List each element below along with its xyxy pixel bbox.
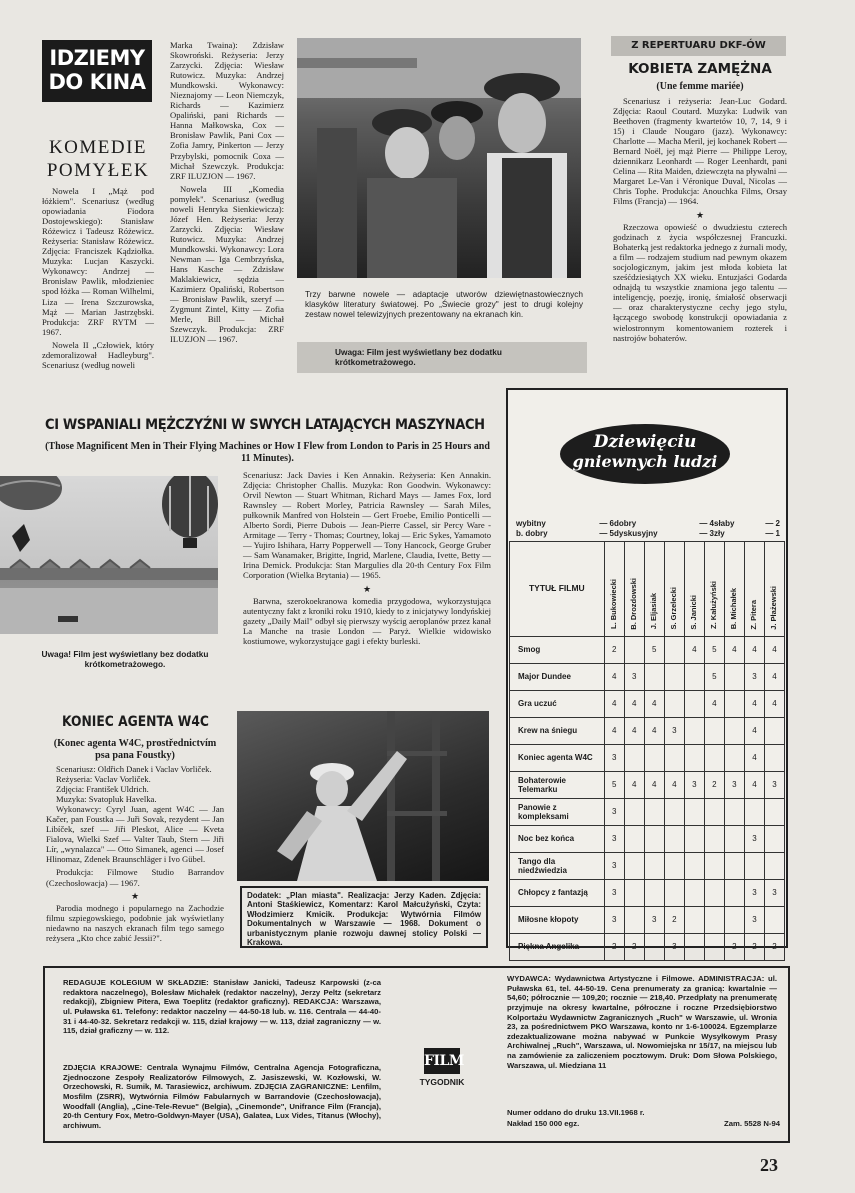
score-cell [684, 745, 704, 772]
komedie-nowela-2-cont: Marka Twaina): Zdzisław Skowroński. Reżyseria: Jerzy Zarzycki. Zdjęcia: Wiesław Rutowicz. Muzyka: Andrzej Mundkowski. Wykonawcy: Nieznajomy — Leon Niemczyk, Richards — Kazimierz Opaliński, pani Richards — Hanna Małkowska, Cox — Bronisław Pawlik, Pani Cox — Zofia Jamry, Pinkerton — Jerzy Przybylski, pomocnik Coxa — Michał Szewczyk. Produkcja: ZRF ILUZJON — 1967. [170, 40, 284, 181]
wspaniali-credits-text: Scenariusz: Jack Davies i Ken Annakin. Reżyseria: Ken Annakin. Zdjęcia: Christopher Challis. Muzyka: Ron Goodwin. Wykonawcy: Orvil Newton — Stuart Whitman, Richard Mays — James Fox, lord Rawnsley — Robert Morley, Patricia Rawnsley — Sarah Miles, pułkownik Manfred von Holstein — Gert Froebe, Emilio Ponticelli — Alberto Sordi, Pierre Dubois — Jean-Pierre Cassel, sir Percy Ware - Armitage — Terry - Thomas; Courtney, lokaj — Eric Sykes, Yamamoto — Yujiro Ishihara, Harry Popperwell — Tony Hancock, George Gruber — Sam Wanamaker, Brigitte, Ingrid, Marlene, Claudia, Ivette, Betty — Irina Demick. Produkcja: Stan Margulies dla 20-th Century Fox Film Corporation (Wielka Brytania) — 1965. [243, 470, 491, 581]
score-cell: 4 [684, 637, 704, 664]
score-cell: 4 [644, 718, 664, 745]
score-cell: 3 [744, 826, 764, 853]
score-cell: 4 [724, 637, 744, 664]
komedie-nowela-1: Nowela I „Mąż pod łóżkiem". Scenariusz (według opowiadania Fiodora Dostojewskiego): Stanisław Różewicz i Tadeusz Różewicz. Reżyseria: Stanisław Różewicz. Zdjęcia: Franciszek Kądziołka. Muzyka: Lucjan Kaszycki. Wykonawcy: Andrzej — Bronisław Pawlik, młodzieniec spod łóżka — Roman Wilhelmi, Liza — Irena Szczurowska, Mąż — Marian Jastrzębski. Produkcja: ZRF RYTM — 1967. [42, 186, 154, 337]
film-title-cell: Bohaterowie Telemarku [510, 772, 605, 799]
komedie-column-1 [42, 186, 154, 373]
critic-name: J. Eljasiak [648, 593, 658, 630]
koniec-text: Parodia modnego i popularnego na Zachodzie filmu szpiegowskiego, podobnie jak wyświetlany niedawno na naszych ekranach film tego samego reżysera „Kto chce zabić Jessii?". [46, 903, 224, 944]
score-cell [644, 880, 664, 907]
score-cell: 3 [764, 772, 784, 799]
legend-cell: słaby [714, 519, 735, 528]
table-row [510, 853, 785, 880]
kobieta-star: ★ [695, 209, 705, 220]
score-cell [704, 907, 724, 934]
film-title-cell: Koniec agenta W4C [510, 745, 605, 772]
critic-name: J. Płażewski [769, 585, 779, 630]
ratings-logo [560, 424, 730, 484]
koniec-photo [237, 711, 489, 881]
score-cell: 4 [744, 772, 764, 799]
score-cell [624, 907, 644, 934]
score-cell: 3 [604, 799, 624, 826]
score-cell [704, 853, 724, 880]
wspaniali-note: Uwaga! Film jest wyświetlany bez dodatku krótkometrażowego. [41, 649, 209, 669]
score-cell [664, 826, 684, 853]
score-cell: 5 [704, 664, 724, 691]
score-cell [724, 799, 744, 826]
score-cell [764, 826, 784, 853]
score-cell: 4 [664, 772, 684, 799]
table-row [510, 799, 785, 826]
score-cell [664, 853, 684, 880]
legend-cell: dyskusyjny [614, 529, 658, 538]
koniec-credits [46, 764, 224, 946]
score-cell [724, 853, 744, 880]
ratings-header-row [510, 542, 785, 637]
score-cell [684, 907, 704, 934]
film-logo-sub: TYGODNIK [419, 1077, 465, 1087]
score-cell [664, 691, 684, 718]
score-cell: 3 [604, 880, 624, 907]
legend-cell: — 4 [699, 519, 714, 528]
table-row [510, 718, 785, 745]
ratings-title-header: TYTUŁ FILMU [510, 542, 605, 637]
komedie-title-line1: KOMEDIE [48, 137, 148, 158]
score-cell [684, 664, 704, 691]
score-cell [764, 799, 784, 826]
score-cell [684, 853, 704, 880]
film-logo [424, 1048, 464, 1074]
score-cell: 5 [644, 637, 664, 664]
legend-cell: — 6 [599, 519, 614, 528]
legend-row [516, 529, 780, 539]
score-cell [644, 664, 664, 691]
score-cell [684, 934, 704, 961]
kobieta-credits [613, 96, 787, 346]
score-cell: 4 [704, 691, 724, 718]
wspaniali-star: ★ [362, 583, 372, 594]
critic-name: S. Janicki [689, 594, 698, 630]
score-cell: 4 [744, 637, 764, 664]
critic-name: L. Bukowiecki [608, 579, 618, 630]
score-cell [704, 826, 724, 853]
score-cell [704, 934, 724, 961]
film-logo-text: FILM [424, 1053, 464, 1069]
score-cell [684, 826, 704, 853]
score-cell: 4 [624, 691, 644, 718]
komedie-photo [297, 38, 581, 278]
score-cell [644, 745, 664, 772]
score-cell [764, 853, 784, 880]
critic-header [704, 542, 724, 637]
score-cell: 4 [764, 637, 784, 664]
score-cell [644, 826, 664, 853]
score-cell [724, 718, 744, 745]
koniec-credit-5: Wykonawcy: Cyryl Juan, agent W4C — Jan Kačer, pan Foustka — Juři Sovak, rezydent — Jan Libíček, szef — Jiři Pleskot, Alice — Kveta Fialova, Wielki Szef — Valter Taub, Stern — Jiři Lír, „wynalazca" — Otto Simanek, agenci — Josef Hlinomaz, Zdenek Braunschläger i Ivo Gübel. [46, 804, 224, 865]
legend-cell: zły [714, 529, 725, 538]
score-cell: 2 [664, 907, 684, 934]
score-cell [624, 853, 644, 880]
score-cell [704, 880, 724, 907]
film-title-cell: Panowie z kompleksami [510, 799, 605, 826]
score-cell: 4 [624, 718, 644, 745]
koniec-star: ★ [130, 890, 140, 901]
score-cell [704, 745, 724, 772]
table-row [510, 826, 785, 853]
score-cell: 3 [644, 907, 664, 934]
wspaniali-subtitle: (Those Magnificent Men in Their Flying Machines or How I Flew from London to Paris in 25 Hours and 11 Minutes). [45, 441, 490, 465]
score-cell: 3 [604, 907, 624, 934]
score-cell: 5 [604, 772, 624, 799]
kobieta-subtitle: (Une femme mariée) [656, 81, 744, 92]
kobieta-text: Rzeczowa opowieść o dwudziestu czterech godzinach z życia współczesnej Francuzki. Bohaterką jest redaktorka jednego z żurnali mody, a film — rodzajem studium nad pewnym okazem socjologicznym, jakim jest młoda kobieta lat sześćdziesiątych XX wieku. Entuzjaści Godarda odnajdą tu wszystkie znamiona jego talentu — inteligencję, poezję, ironię, śmiałość obserwacji — oraz charakterystyczne cechy jego stylu, łączącego swobodę konstrukcji opowiadania z wielostronnym komentowaniem rozterek i nastrojów bohaterów. [613, 222, 787, 343]
score-cell [764, 718, 784, 745]
critic-header [764, 542, 784, 637]
score-cell [724, 691, 744, 718]
score-cell [624, 637, 644, 664]
score-cell: 3 [604, 853, 624, 880]
score-cell: 3 [764, 880, 784, 907]
koniec-credit-6: Produkcja: Filmowe Studio Barrandov (Czechosłowacja) — 1967. [46, 867, 224, 888]
koniec-title: KONIEC AGENTA W4C [62, 714, 209, 730]
koniec-credit-3: Zdjęcia: František Uldrich. [56, 784, 149, 795]
score-cell: 3 [744, 907, 764, 934]
score-cell [724, 664, 744, 691]
critic-header [644, 542, 664, 637]
score-cell: 2 [724, 934, 744, 961]
score-cell [664, 637, 684, 664]
score-cell: 3 [664, 934, 684, 961]
idziemy-line1: IDZIEMY [49, 46, 145, 70]
critic-header [664, 542, 684, 637]
komedie-note: Uwaga: Film jest wyświetlany bez dodatku krótkometrażowego. [297, 342, 587, 373]
score-cell: 5 [704, 637, 724, 664]
komedie-photo-art [297, 38, 581, 278]
score-cell: 4 [604, 718, 624, 745]
score-cell [704, 799, 724, 826]
legend-cell: wybitny [516, 519, 546, 528]
critic-name: S. Grzelecki [668, 586, 678, 630]
table-row [510, 691, 785, 718]
score-cell [744, 799, 764, 826]
score-cell: 4 [744, 718, 764, 745]
table-row [510, 664, 785, 691]
critic-name: B. Michałek [729, 588, 739, 630]
score-cell: 2 [764, 934, 784, 961]
table-row [510, 637, 785, 664]
komedie-title [42, 136, 154, 182]
footer-publisher: WYDAWCA: Wydawnictwa Artystyczne i Filmowe. ADMINISTRACJA: ul. Puławska 61, tel. 44-50-19. Cena prenumeraty za granicą: kwartalnie — 54,60; półrocznie — 109,20; rocznie — 218,40. Przedpłaty na prenumeratę przyjmuje na okresy kwartalne, półroczne i roczne Przedsiębiorstwo Kolportażu Wydawnictw Zagranicznych „Ruch" w Warszawie, ul. Wronia 23, za pośrednictwem PKO Warszawa, konto nr 1-6-100024. Egzemplarze zdezaktualizowane można nabywać w Punkcie Wysyłkowym Prasy Archiwalnej „Ruch", Warszawa, ul. Nowomiejska nr 15/17, na miejscu lub na zamówienie za zaliczeniem pocztowym. Druk: Dom Słowa Polskiego, Warszawa, ul. Miedziana 11 [507, 974, 777, 1070]
film-title-cell: Tango dla niedźwiedzia [510, 853, 605, 880]
legend-row [516, 519, 780, 529]
film-title-cell: Krew na śniegu [510, 718, 605, 745]
score-cell: 4 [604, 691, 624, 718]
score-cell: 4 [624, 772, 644, 799]
score-cell [724, 826, 744, 853]
critic-name: B. Drozdowski [628, 577, 638, 630]
koniec-credit-4: Muzyka: Svatopluk Havelka. [56, 794, 157, 805]
score-cell [724, 745, 744, 772]
score-cell [644, 853, 664, 880]
koniec-credit-2: Reżyseria: Vaclav Vorliček. [56, 774, 151, 785]
score-cell [644, 934, 664, 961]
koniec-subtitle: (Konec agenta W4C, prostřednictvím psa pana Foustky) [53, 738, 217, 762]
footer-circulation: Nakład 150 000 egz. [507, 1119, 580, 1128]
score-cell: 3 [744, 880, 764, 907]
footer-order-number: Zam. 5528 N-94 [724, 1119, 780, 1128]
wspaniali-title: CI WSPANIALI MĘŻCZYŹNI W SWYCH LATAJĄCYCH MASZYNACH [45, 417, 485, 433]
film-title-cell: Piękna Angelika [510, 934, 605, 961]
dkf-header: Z REPERTUARU DKF-ÓW [611, 36, 786, 56]
score-cell: 2 [624, 934, 644, 961]
komedie-column-2 [170, 40, 284, 347]
score-cell: 3 [724, 772, 744, 799]
table-row [510, 745, 785, 772]
score-cell [684, 691, 704, 718]
film-title-cell: Major Dundee [510, 664, 605, 691]
score-cell [704, 718, 724, 745]
komedie-nowela-3: Nowela III „Komedia pomyłek". Scenariusz (według noweli Henryka Sienkiewicza): Józef Hen. Reżyseria: Jerzy Zarzycki. Zdjęcia: Wiesław Rutowicz. Muzyka: Andrzej Mundkowski. Wykonawcy: Lora Newman — Iga Cembrzyńska, Hans Kasche — Zdzisław Maklakiewicz, sędzia — Kazimierz Opaliński, Robertson — Bronisław Pawlik, szeryf — Zygmunt Zintel, Kitty — Zofia Merle, Bill — Michał Szewczyk. Produkcja: ZRF ILUZJON — 1967. [170, 183, 284, 345]
wspaniali-text: Barwna, szerokoekranowa komedia przygodowa, wykorzystująca autentyczny fakt z kroniki roku 1910, kiedy to z inicjatywy londyńskiej gazety „Daily Mail" odbył się pierwszy wyścig aeroplanów przez kanał La Manche na trasie London — Paryż. Wielkie widowisko kostiumowe, wykorzystujące gagi i efekty burleski. [243, 596, 491, 647]
score-cell [724, 880, 744, 907]
score-cell: 4 [744, 691, 764, 718]
ratings-legend [516, 519, 780, 539]
legend-cell: — 2 [765, 519, 780, 528]
score-cell: 2 [744, 934, 764, 961]
score-cell [644, 799, 664, 826]
film-title-cell: Gra uczuć [510, 691, 605, 718]
score-cell [624, 880, 644, 907]
score-cell [724, 907, 744, 934]
koniec-photo-art [237, 711, 489, 881]
score-cell: 2 [604, 934, 624, 961]
score-cell [684, 718, 704, 745]
ratings-table [509, 541, 785, 961]
score-cell: 3 [744, 664, 764, 691]
footer-print-date: Numer oddano do druku 13.VII.1968 r. [507, 1108, 645, 1117]
score-cell [664, 745, 684, 772]
score-cell: 3 [664, 718, 684, 745]
balloons-art [0, 476, 218, 634]
critic-header [604, 542, 624, 637]
score-cell [664, 880, 684, 907]
wspaniali-photo [0, 476, 218, 634]
score-cell [684, 799, 704, 826]
score-cell: 4 [644, 691, 664, 718]
kobieta-credits-text: Scenariusz i reżyseria: Jean-Luc Godard. Zdjęcia: Raoul Coutard. Muzyka: Ludwik van Beethoven (fragmenty kwartetów 10, 7, 14, 9 i 15) i Claude Nougaro (jazz). Wykonawcy: Charlotte — Macha Meril, jej kochanek Robert — Bernard Noël, jej mąż Pierre — Philippe Leroy, dziennikarz Leonhardt — Roger Leenhardt, pani Celina — Rita Maiden, dziewczęta na pływalni — Margaret Le-Van i Véronique Duval, Nicolas — Chris Tophe. Produkcja: Anouchka Films, Orsay Films (Francja) — 1964. [613, 96, 787, 207]
legend-cell: — 3 [699, 529, 714, 538]
komedie-nowela-2-start: Nowela II „Człowiek, który zdemoralizował Hadleyburg". Scenariusz (według noweli [42, 339, 154, 370]
critic-header [744, 542, 764, 637]
score-cell: 3 [604, 745, 624, 772]
table-row [510, 934, 785, 961]
score-cell: 4 [604, 664, 624, 691]
komedie-caption: Trzy barwne nowele — adaptacje utworów dziewiętnastowiecznych klasyków literatury światowej. Po „Świecie grozy" jest to drugi kolejny zestaw nowel telewizyjnych prezentowany na ekranach kin. [305, 289, 583, 319]
critic-header [684, 542, 704, 637]
footer-photo-credits: ZDJĘCIA KRAJOWE: Centrala Wynajmu Filmów, Centralna Agencja Fotograficzna, Zjednoczone Zespoły Realizatorów Filmowych, Z. Jasiszewski, W. Kozłowski, W. Orzechowski, R. Sumik, M. Tarasiewicz, archiwum. ZDJĘCIA ZAGRANICZNE: Lenfilm, Mosfilm (ZSRR), Wytwórnia Filmów Fabularnych w Barrandovie (Czechosłowacja), Woodfall (Anglia), „Cine-Tele-Revue" (Belgia), „Cinemonde", Unifrance Film (Francja), 20-th Century Fox, Metro-Goldwyn-Mayer (USA), Galatea, Lux Vides, Titanus (Włochy), archiwum. [63, 1063, 381, 1130]
score-cell: 2 [604, 637, 624, 664]
score-cell: 4 [764, 664, 784, 691]
idziemy-line2: DO KINA [48, 70, 146, 94]
film-title-cell: Smog [510, 637, 605, 664]
koniec-credit-1: Scenariusz: Oldřich Danek i Vaclav Vorliček. [56, 764, 212, 774]
score-cell: 3 [684, 772, 704, 799]
score-cell [764, 907, 784, 934]
score-cell [624, 826, 644, 853]
legend-cell: dobry [614, 519, 637, 528]
score-cell: 3 [604, 826, 624, 853]
score-cell: 4 [744, 745, 764, 772]
legend-cell: — 5 [599, 529, 614, 538]
score-cell [684, 880, 704, 907]
film-title-cell: Miłosne kłopoty [510, 907, 605, 934]
film-title-cell: Noc bez końca [510, 826, 605, 853]
score-cell: 4 [764, 691, 784, 718]
score-cell: 2 [704, 772, 724, 799]
score-cell: 3 [624, 664, 644, 691]
score-cell [744, 853, 764, 880]
film-title-cell: Chłopcy z fantazją [510, 880, 605, 907]
critic-name: Z. Pitera [749, 599, 759, 630]
legend-cell: — 1 [765, 529, 780, 538]
ratings-logo-line1: Dziewięciu [593, 432, 697, 452]
kobieta-title: KOBIETA ZAMĘŻNA [628, 61, 772, 77]
komedie-title-line2: POMYŁEK [46, 160, 150, 181]
score-cell: 4 [644, 772, 664, 799]
page-number: 23 [760, 1155, 778, 1175]
critic-name: Z. Kałużyński [709, 581, 719, 630]
idziemy-do-kina-logo [42, 40, 152, 102]
footer-editorial: REDAGUJE KOLEGIUM W SKŁADZIE: Stanisław Janicki, Tadeusz Karpowski (z-ca redaktora naczelnego), Bolesław Michałek (redaktor naczelny), Jerzy Peltz (sekretarz redakcji), Zbigniew Pitera, Ewa Toeplitz (redaktor graficzny). REDAKCJA: Warszawa, ul. Puławska 61. Telefony: redaktor naczelny — 44-50-18 lub. w. 116. Centrala — 44-40-31 i 44-40-32. Sekretarz redakcji w. 115, dział krajowy — w. 113, dział zagraniczny — w. 115, dział graficzny — w. 112. [63, 978, 381, 1036]
score-cell [624, 799, 644, 826]
score-cell [664, 664, 684, 691]
score-cell [624, 745, 644, 772]
legend-cell: b. dobry [516, 529, 548, 538]
table-row [510, 880, 785, 907]
wspaniali-credits [243, 470, 491, 649]
ratings-logo-line2: gniewnych ludzi [572, 452, 718, 471]
table-row [510, 772, 785, 799]
critic-header [624, 542, 644, 637]
critic-header [724, 542, 744, 637]
score-cell [764, 745, 784, 772]
score-cell [664, 799, 684, 826]
koniec-dodatek: Dodatek: „Plan miasta". Realizacja: Jerzy Kaden. Zdjęcia: Antoni Staśkiewicz, Komentarz: Karol Małcużyński, Czyta: Włodzimierz Kmicik. Produkcja: Wytwórnia Filmów Dokumentalnych w Warszawie — 1968. Dokument o urbanistycznym planie rozwoju dawnej stolicy Polski — Krakowa. [240, 886, 488, 948]
table-row [510, 907, 785, 934]
